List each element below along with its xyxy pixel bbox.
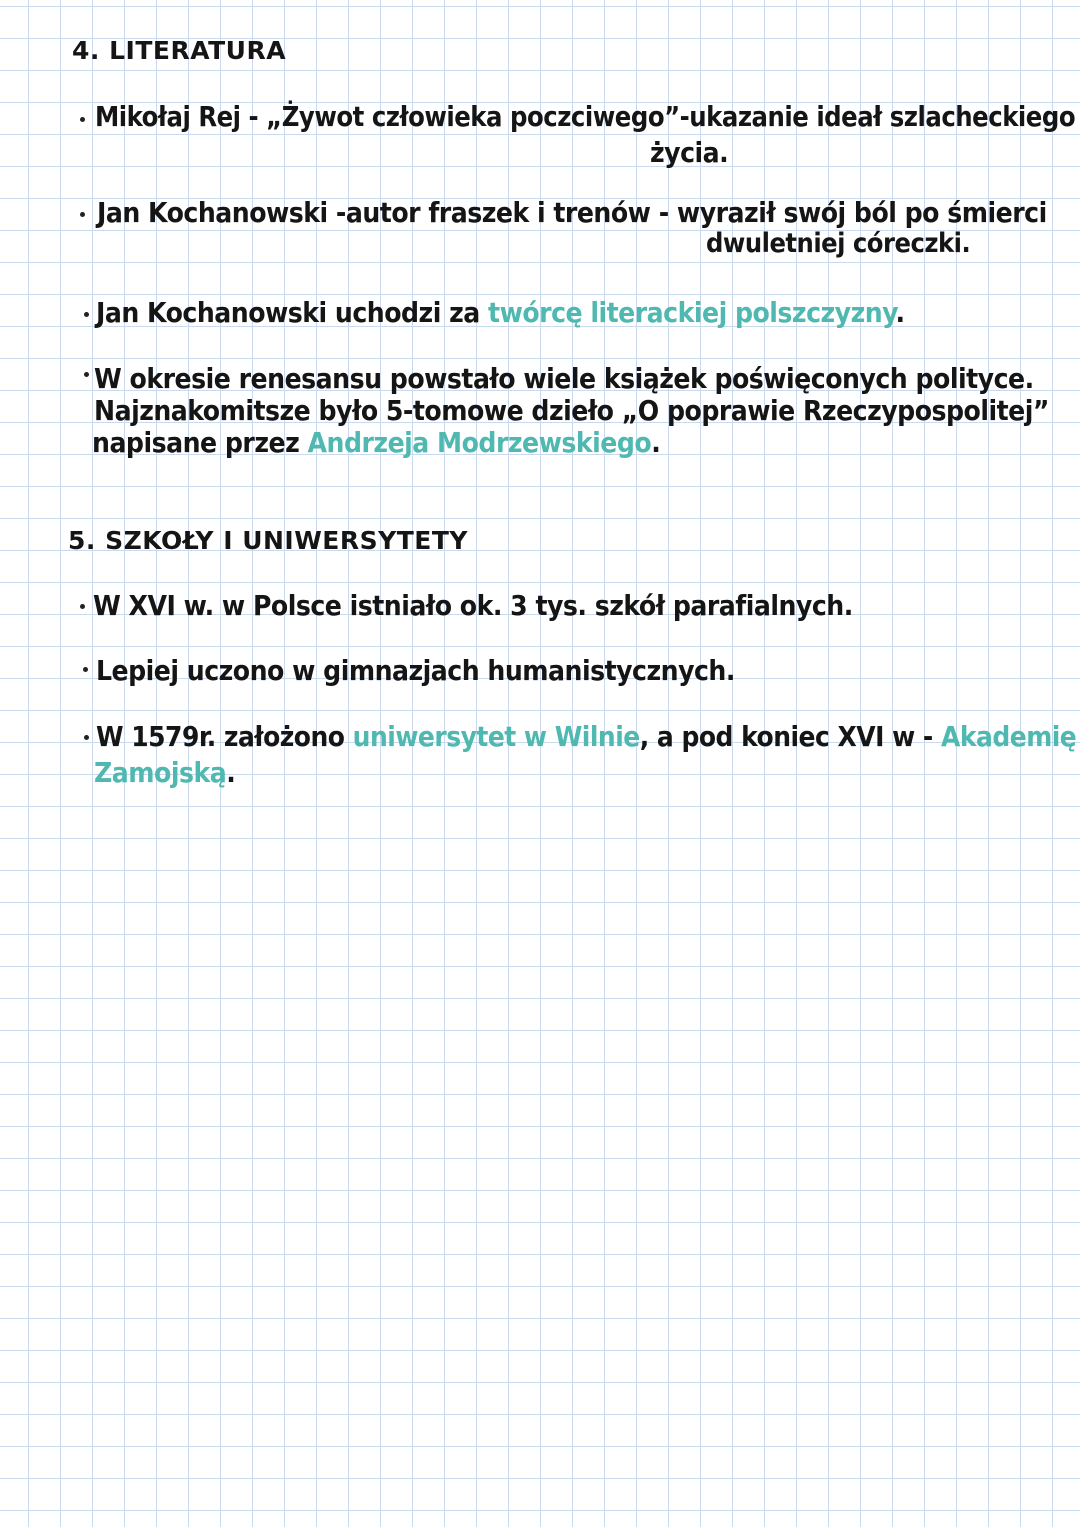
- literatura-item-4-highlight: Andrzeja Modrzewskiego: [307, 426, 652, 459]
- szkoly-item-1: W XVI w. w Polsce istniało ok. 3 tys. szkół parafialnych.: [93, 589, 853, 622]
- literatura-item-3-highlight: twórcę literackiej polszczyzny: [488, 296, 896, 329]
- literatura-item-1-line-2: życia.: [650, 136, 729, 169]
- szkoly-item-3-line-1: [96, 720, 1076, 753]
- literatura-item-1-line-1: Mikołaj Rej - „Żywot człowieka poczciwego”-ukazanie ideał szlacheckiego: [95, 100, 1076, 133]
- section-heading-literatura: 4. LITERATURA: [72, 36, 287, 65]
- bullet-icon: [80, 212, 85, 217]
- bullet-icon: [84, 312, 89, 317]
- literatura-item-3-text: Jan Kochanowski uchodzi za: [96, 296, 489, 329]
- bullet-icon: [80, 604, 85, 609]
- literatura-item-3-end: .: [895, 296, 905, 329]
- szkoly-item-3-text: W 1579r. założono: [96, 720, 353, 753]
- literatura-item-4-end: .: [651, 426, 661, 459]
- bullet-icon: [83, 667, 88, 672]
- szkoly-item-3-end: .: [226, 756, 236, 789]
- literatura-item-4-line-1: W okresie renesansu powstało wiele książek poświęconych polityce.: [94, 362, 1034, 395]
- bullet-icon: [80, 117, 85, 122]
- szkoly-item-2: Lepiej uczono w gimnazjach humanistycznych.: [96, 654, 735, 687]
- bullet-icon: [84, 735, 89, 740]
- literatura-item-2-line-2: dwuletniej córeczki.: [706, 228, 971, 259]
- literatura-item-4-line-2: Najznakomitsze było 5-tomowe dzieło „O poprawie Rzeczypospolitej”: [94, 394, 1049, 427]
- literatura-item-4-line-3: [92, 426, 660, 459]
- szkoly-item-3-highlight-2: Akademię: [941, 720, 1077, 753]
- literatura-item-3: [96, 296, 905, 329]
- szkoly-item-3-mid: , a pod koniec XVI w -: [639, 720, 942, 753]
- literatura-item-4-text: napisane przez: [92, 426, 308, 459]
- bullet-icon: [84, 372, 89, 377]
- szkoly-item-3-line-2: [94, 756, 235, 789]
- szkoly-item-3-highlight-3: Zamojską: [94, 756, 227, 789]
- literatura-item-2-line-1: Jan Kochanowski -autor fraszek i trenów - wyraził swój ból po śmierci: [97, 196, 1047, 229]
- section-heading-szkoly: 5. SZKOŁY I UNIWERSYTETY: [68, 526, 469, 555]
- szkoly-item-3-highlight-1: uniwersytet w Wilnie: [352, 720, 640, 753]
